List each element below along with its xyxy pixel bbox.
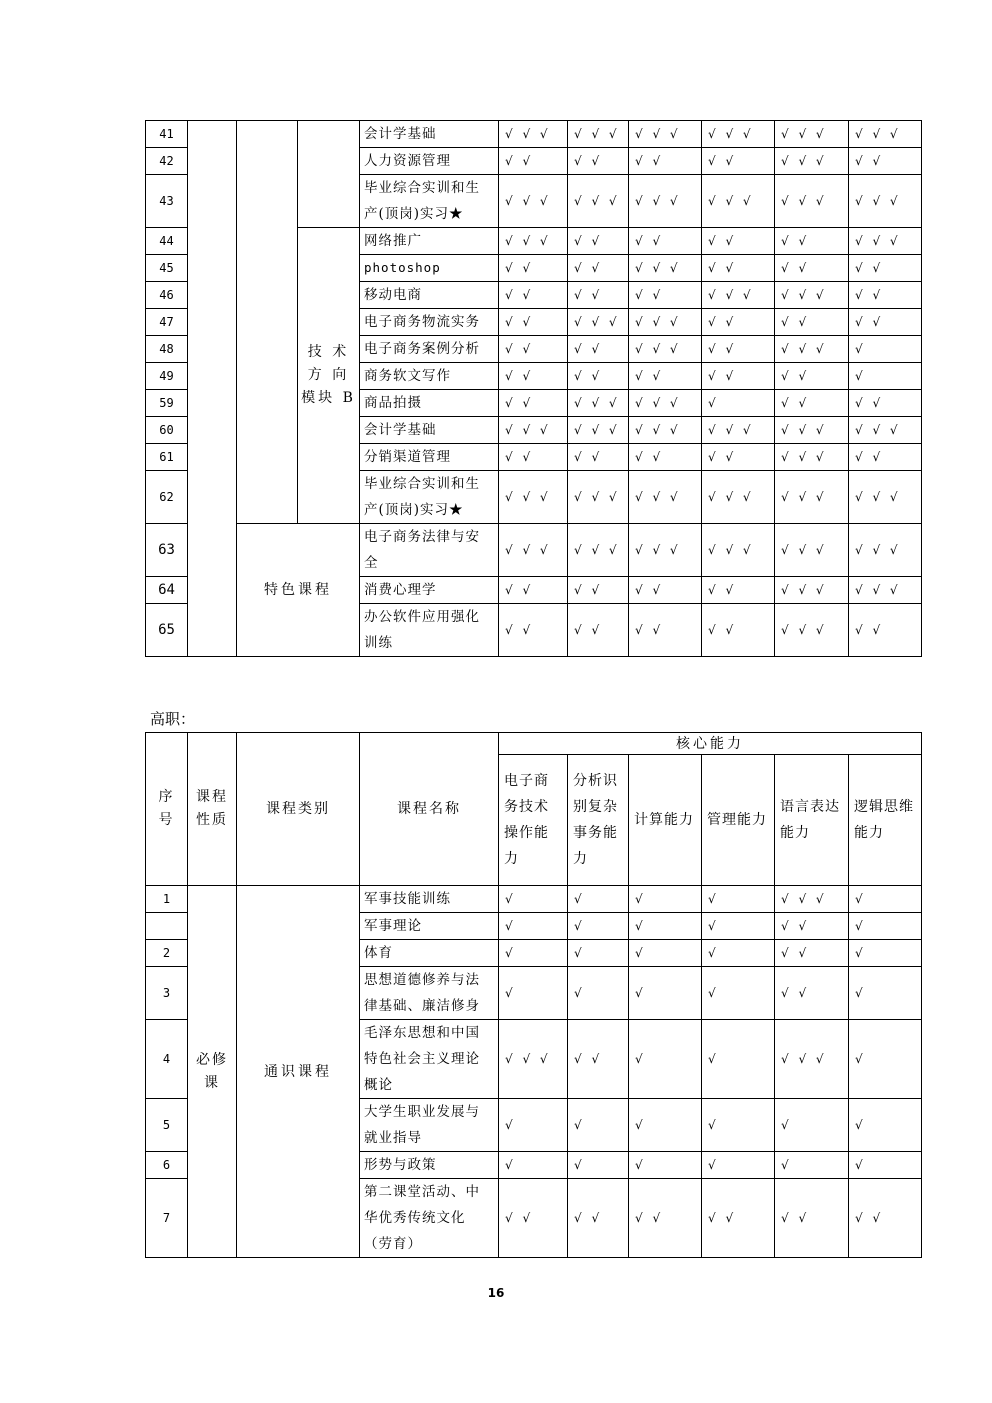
ability-check: √	[849, 363, 922, 390]
course-name: 办公软件应用强化训练	[360, 604, 499, 657]
ability-check: √ √	[568, 336, 629, 363]
ability-check: √ √ √	[775, 1020, 849, 1099]
ability-check: √ √	[849, 282, 922, 309]
row-number: 4	[146, 1020, 188, 1099]
ability-check: √ √	[702, 228, 775, 255]
ability-check: √ √ √	[775, 577, 849, 604]
row-number: 43	[146, 175, 188, 228]
ability-check: √	[568, 1152, 629, 1179]
ability-check: √ √	[499, 363, 568, 390]
ability-check: √ √	[568, 604, 629, 657]
ability-check: √ √ √	[702, 121, 775, 148]
ability-check: √ √	[702, 577, 775, 604]
ability-check: √ √	[702, 309, 775, 336]
ability-check: √	[568, 886, 629, 913]
course-name: 商务软文写作	[360, 363, 499, 390]
ability-check: √	[499, 967, 568, 1020]
ability-check: √ √	[775, 1179, 849, 1258]
ability-check: √	[775, 1152, 849, 1179]
ability-check: √	[849, 1020, 922, 1099]
row-number: 47	[146, 309, 188, 336]
header-ability: 管理能力	[702, 755, 775, 886]
ability-check: √ √ √	[775, 886, 849, 913]
ability-check: √	[499, 1152, 568, 1179]
ability-check: √ √	[702, 148, 775, 175]
row-number: 6	[146, 1152, 188, 1179]
category-value: 通识课程	[237, 886, 360, 1258]
ability-check: √ √	[568, 228, 629, 255]
ability-check: √ √ √	[568, 417, 629, 444]
ability-check: √	[629, 940, 702, 967]
ability-check: √ √ √	[629, 175, 702, 228]
course-name: 军事理论	[360, 913, 499, 940]
course-name: 毕业综合实训和生产(顶岗)实习★	[360, 175, 499, 228]
table-row	[146, 121, 922, 148]
header-ability: 逻辑思维能力	[849, 755, 922, 886]
ability-check: √ √	[499, 148, 568, 175]
header-no: 序号	[146, 733, 188, 886]
page-number: 16	[487, 1286, 505, 1300]
ability-check: √ √ √	[702, 175, 775, 228]
course-ability-table	[145, 732, 922, 1258]
ability-check: √ √	[499, 255, 568, 282]
ability-check: √	[849, 1099, 922, 1152]
course-name: 军事技能训练	[360, 886, 499, 913]
ability-check: √ √	[849, 309, 922, 336]
ability-check: √ √	[629, 604, 702, 657]
header-row	[146, 733, 922, 755]
ability-check: √	[499, 1099, 568, 1152]
ability-check: √ √ √	[499, 175, 568, 228]
ability-check: √ √ √	[499, 471, 568, 524]
ability-check: √ √	[499, 444, 568, 471]
module-b-label-line: 模块 B	[301, 390, 356, 406]
ability-check: √ √	[849, 255, 922, 282]
category-cell	[237, 121, 298, 524]
row-number: 48	[146, 336, 188, 363]
ability-check: √ √ √	[499, 121, 568, 148]
course-name: 会计学基础	[360, 417, 499, 444]
header-ability: 分析识别复杂事务能力	[568, 755, 629, 886]
ability-check: √ √	[629, 363, 702, 390]
ability-check: √ √ √	[499, 1020, 568, 1099]
module-a-cell	[298, 121, 360, 228]
header-ability: 计算能力	[629, 755, 702, 886]
row-number: 62	[146, 471, 188, 524]
ability-check: √ √	[702, 604, 775, 657]
row-number	[146, 913, 188, 940]
ability-check: √ √	[499, 282, 568, 309]
ability-check: √ √	[702, 255, 775, 282]
ability-check: √ √ √	[775, 604, 849, 657]
ability-check: √	[775, 1099, 849, 1152]
course-name: 电子商务法律与安全	[360, 524, 499, 577]
row-number: 61	[146, 444, 188, 471]
course-name: 消费心理学	[360, 577, 499, 604]
ability-check: √ √ √	[849, 175, 922, 228]
ability-check: √ √	[499, 1179, 568, 1258]
ability-check: √ √ √	[568, 524, 629, 577]
ability-check: √ √ √	[775, 175, 849, 228]
ability-check: √ √	[775, 967, 849, 1020]
course-name: 电子商务物流实务	[360, 309, 499, 336]
ability-check: √ √	[775, 390, 849, 417]
ability-check: √	[568, 940, 629, 967]
row-number: 49	[146, 363, 188, 390]
header-ability: 电子商务技术操作能力	[499, 755, 568, 886]
ability-check: √ √ √	[568, 390, 629, 417]
ability-check: √	[702, 1152, 775, 1179]
ability-check: √ √	[849, 390, 922, 417]
ability-check: √ √ √	[629, 255, 702, 282]
row-number: 1	[146, 886, 188, 913]
ability-check: √ √ √	[629, 390, 702, 417]
ability-check: √	[849, 967, 922, 1020]
course-name: 移动电商	[360, 282, 499, 309]
ability-check: √ √	[568, 1020, 629, 1099]
course-name: photoshop	[360, 255, 499, 282]
ability-check: √ √	[775, 309, 849, 336]
ability-check: √ √ √	[702, 417, 775, 444]
nature-cell	[188, 121, 237, 657]
row-number: 44	[146, 228, 188, 255]
row-number: 64	[146, 577, 188, 604]
ability-check: √ √ √	[775, 444, 849, 471]
ability-check: √	[702, 390, 775, 417]
ability-check: √	[499, 940, 568, 967]
ability-check: √ √	[499, 309, 568, 336]
ability-check: √ √ √	[775, 121, 849, 148]
ability-check: √ √	[568, 363, 629, 390]
ability-check: √	[568, 1099, 629, 1152]
ability-check: √ √	[775, 255, 849, 282]
ability-check: √	[499, 913, 568, 940]
ability-check: √	[702, 940, 775, 967]
header-ability: 语言表达能力	[775, 755, 849, 886]
ability-check: √ √	[775, 913, 849, 940]
course-name: 网络推广	[360, 228, 499, 255]
ability-check: √	[702, 1099, 775, 1152]
ability-check: √ √	[702, 336, 775, 363]
course-table-continued	[145, 120, 922, 657]
ability-check: √ √ √	[775, 148, 849, 175]
table-row	[146, 886, 922, 913]
ability-check: √ √ √	[568, 471, 629, 524]
ability-check: √ √ √	[568, 175, 629, 228]
ability-check: √ √ √	[629, 336, 702, 363]
ability-check: √	[849, 336, 922, 363]
ability-check: √	[629, 1152, 702, 1179]
ability-check: √ √	[568, 577, 629, 604]
header-core-ability: 核心能力	[499, 733, 922, 755]
ability-check: √	[849, 1152, 922, 1179]
ability-check: √	[629, 967, 702, 1020]
ability-check: √ √ √	[629, 309, 702, 336]
ability-check: √ √	[629, 282, 702, 309]
course-name: 分销渠道管理	[360, 444, 499, 471]
course-name: 第二课堂活动、中华优秀传统文化（劳育）	[360, 1179, 499, 1258]
row-number: 42	[146, 148, 188, 175]
ability-check: √ √ √	[775, 336, 849, 363]
course-name: 电子商务案例分析	[360, 336, 499, 363]
ability-check: √ √	[775, 940, 849, 967]
ability-check: √ √	[629, 148, 702, 175]
ability-check: √ √	[629, 577, 702, 604]
course-name: 商品拍摄	[360, 390, 499, 417]
special-course-cell: 特色课程	[237, 524, 360, 657]
ability-check: √ √ √	[775, 524, 849, 577]
row-number: 63	[146, 524, 188, 577]
ability-check: √ √ √	[629, 417, 702, 444]
course-name: 形势与政策	[360, 1152, 499, 1179]
ability-check: √ √ √	[702, 282, 775, 309]
ability-check: √ √ √	[849, 121, 922, 148]
ability-check: √ √	[629, 228, 702, 255]
course-name: 体育	[360, 940, 499, 967]
ability-check: √ √ √	[629, 524, 702, 577]
row-number: 7	[146, 1179, 188, 1258]
ability-check: √	[629, 886, 702, 913]
header-nature: 课程性质	[188, 733, 237, 886]
ability-check: √ √ √	[568, 309, 629, 336]
module-b-label-line: 技 术	[307, 344, 350, 360]
ability-check: √ √ √	[702, 524, 775, 577]
table-row	[146, 524, 922, 577]
ability-check: √ √ √	[702, 471, 775, 524]
nature-value: 必修课	[188, 886, 237, 1258]
header-category: 课程类别	[237, 733, 360, 886]
ability-check: √	[629, 913, 702, 940]
course-name: 会计学基础	[360, 121, 499, 148]
row-number: 41	[146, 121, 188, 148]
ability-check: √ √	[499, 604, 568, 657]
ability-check: √ √	[849, 444, 922, 471]
row-number: 59	[146, 390, 188, 417]
ability-check: √ √	[568, 444, 629, 471]
ability-check: √ √	[775, 228, 849, 255]
ability-check: √ √ √	[499, 417, 568, 444]
row-number: 60	[146, 417, 188, 444]
ability-check: √ √ √	[849, 417, 922, 444]
ability-check: √ √	[702, 444, 775, 471]
ability-check: √	[849, 886, 922, 913]
ability-check: √ √ √	[568, 121, 629, 148]
ability-check: √ √	[568, 148, 629, 175]
ability-check: √	[702, 913, 775, 940]
module-b-label-line: 方 向	[307, 367, 350, 383]
ability-check: √ √	[568, 282, 629, 309]
ability-check: √	[702, 967, 775, 1020]
ability-check: √ √	[702, 363, 775, 390]
ability-check: √ √ √	[849, 524, 922, 577]
row-number: 5	[146, 1099, 188, 1152]
row-number: 45	[146, 255, 188, 282]
ability-check: √ √ √	[775, 471, 849, 524]
section-label: 高职：	[150, 710, 196, 728]
ability-check: √ √	[849, 148, 922, 175]
ability-check: √ √ √	[849, 228, 922, 255]
ability-check: √ √	[849, 1179, 922, 1258]
row-number: 3	[146, 967, 188, 1020]
row-number: 2	[146, 940, 188, 967]
ability-check: √ √ √	[499, 524, 568, 577]
course-name: 毕业综合实训和生产(顶岗)实习★	[360, 471, 499, 524]
ability-check: √ √	[499, 577, 568, 604]
ability-check: √	[849, 940, 922, 967]
ability-check: √ √	[499, 390, 568, 417]
course-name: 大学生职业发展与就业指导	[360, 1099, 499, 1152]
ability-check: √ √	[568, 255, 629, 282]
header-name: 课程名称	[360, 733, 499, 886]
table2-body	[146, 733, 922, 1258]
ability-check: √	[568, 913, 629, 940]
table1-body	[146, 121, 922, 657]
ability-check: √	[629, 1099, 702, 1152]
course-name: 人力资源管理	[360, 148, 499, 175]
ability-check: √ √	[702, 1179, 775, 1258]
course-name: 毛泽东思想和中国特色社会主义理论概论	[360, 1020, 499, 1099]
ability-check: √ √	[775, 363, 849, 390]
ability-check: √	[629, 1020, 702, 1099]
ability-check: √ √	[629, 444, 702, 471]
ability-check: √ √	[499, 336, 568, 363]
ability-check: √	[702, 1020, 775, 1099]
ability-check: √	[702, 886, 775, 913]
ability-check: √ √ √	[849, 577, 922, 604]
ability-check: √ √	[568, 1179, 629, 1258]
ability-check: √	[499, 886, 568, 913]
row-number: 65	[146, 604, 188, 657]
ability-check: √ √ √	[849, 471, 922, 524]
ability-check: √ √	[629, 1179, 702, 1258]
ability-check: √ √ √	[629, 121, 702, 148]
ability-check: √ √ √	[629, 471, 702, 524]
module-b-cell	[298, 228, 360, 524]
ability-check: √ √	[849, 604, 922, 657]
ability-check: √	[849, 913, 922, 940]
ability-check: √	[568, 967, 629, 1020]
course-name: 思想道德修养与法律基础、廉洁修身	[360, 967, 499, 1020]
row-number: 46	[146, 282, 188, 309]
ability-check: √ √ √	[499, 228, 568, 255]
ability-check: √ √ √	[775, 282, 849, 309]
ability-check: √ √ √	[775, 417, 849, 444]
